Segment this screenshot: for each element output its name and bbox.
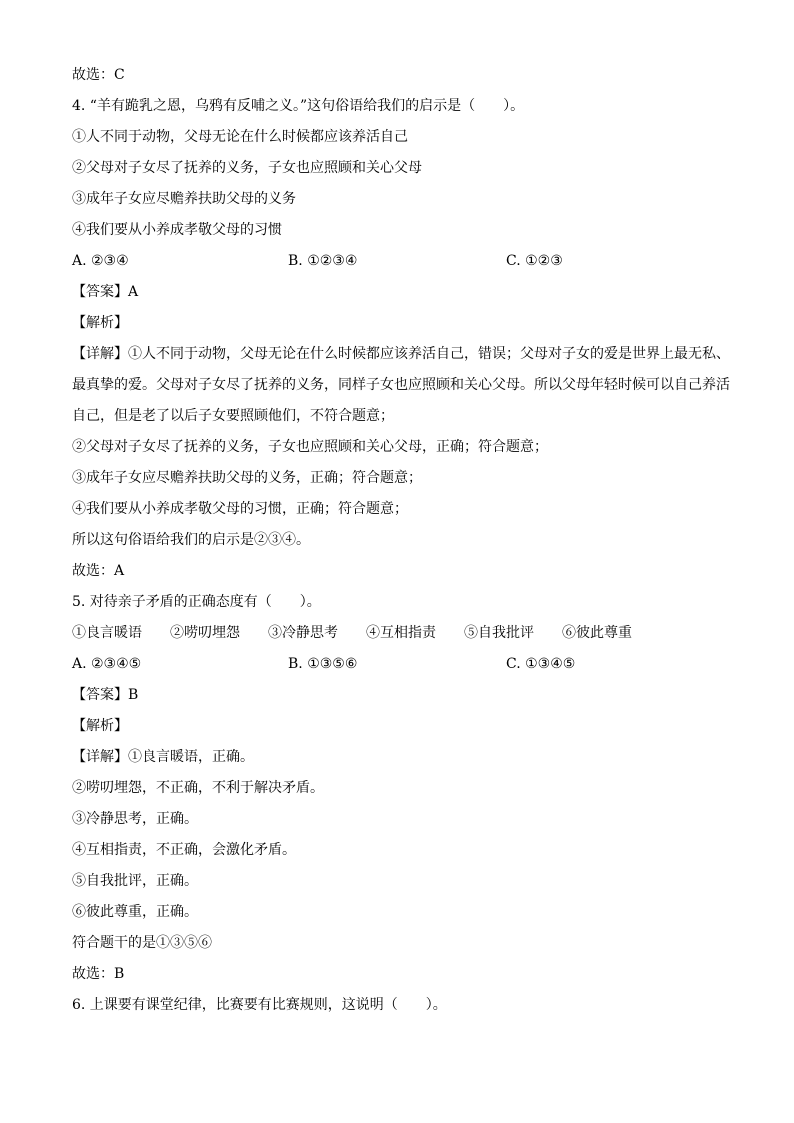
question-4-item-3: ③成年子女应尽赡养扶助父母的义务	[72, 191, 296, 207]
question-5-conclusion: 符合题干的是①③⑤⑥	[72, 935, 212, 951]
question-5-final-answer: 故选：B	[72, 966, 125, 982]
question-5-detail-line: ②唠叨埋怨，不正确，不利于解决矛盾。	[72, 780, 324, 796]
question-4-detail-line: ③成年子女应尽赡养扶助父母的义务，正确；符合题意；	[72, 470, 422, 486]
question-5-detail-line: ⑥彼此尊重，正确。	[72, 904, 198, 920]
question-4-detail	[72, 339, 732, 432]
question-4-choices	[72, 250, 732, 281]
question-5-answer	[72, 684, 732, 715]
option-1: ①良言暖语	[72, 625, 142, 641]
option-3: ③冷静思考	[268, 625, 338, 641]
question-4-item-1: ①人不同于动物，父母无论在什么时候都应该养活自己	[72, 129, 408, 145]
question-4-stem: 4. “羊有跪乳之恩，乌鸦有反哺之义。”这句俗语给我们的启示是（ ）。	[72, 98, 525, 114]
answer-tag: 【答案】	[72, 687, 128, 703]
question-5-detail-line: ⑤自我批评，正确。	[72, 873, 198, 889]
option-4: ④互相指责	[366, 625, 436, 641]
option-5: ⑤自我批评	[464, 625, 534, 641]
choice-a: A. ②③④⑤	[72, 656, 142, 672]
question-5-detail-line: ④互相指责，不正确，会激化矛盾。	[72, 842, 296, 858]
question-6-stem: 6. 上课要有课堂纪律，比赛要有比赛规则，这说明（ ）。	[72, 997, 447, 1013]
question-5-stem: 5. 对待亲子矛盾的正确态度有（ ）。	[72, 594, 321, 610]
question-4-final-answer: 故选：A	[72, 563, 125, 579]
question-5-analysis-tag: 【解析】	[72, 718, 128, 734]
question-4-item-2: ②父母对子女尽了抚养的义务，子女也应照顾和关心父母	[72, 160, 422, 176]
question-4-conclusion: 所以这句俗语给我们的启示是②③④。	[72, 532, 310, 548]
answer-value: A	[128, 284, 139, 300]
detail-tag: 【详解】	[72, 749, 128, 765]
question-4-answer	[72, 281, 732, 312]
question-4-detail-line: ②父母对子女尽了抚养的义务，子女也应照顾和关心父母，正确；符合题意；	[72, 439, 548, 455]
question-4-analysis-tag: 【解析】	[72, 315, 128, 331]
answer-value: B	[128, 687, 139, 703]
detail-text: ①良言暖语，正确。	[128, 749, 254, 765]
choice-b: B. ①③⑤⑥	[288, 656, 358, 672]
question-5-detail	[72, 746, 732, 777]
choice-b: B. ①②③④	[288, 253, 358, 269]
detail-text: ①人不同于动物，父母无论在什么时候都应该养活自己，错误；父母对子女的爱是世界上最无私、最真挚的爱。父母对子女尽了抚养的义务，同样子女也应照顾和关心父母。所以父母年轻时候可以自己养活自己，但是老了以后子女要照顾他们，不符合题意；	[72, 346, 730, 424]
question-5-options	[72, 622, 732, 653]
question-4-detail-line: ④我们要从小养成孝敬父母的习惯，正确；符合题意；	[72, 501, 408, 517]
document-page	[72, 64, 732, 1025]
choice-c: C. ①②③	[506, 253, 563, 269]
option-6: ⑥彼此尊重	[562, 625, 632, 641]
choice-c: C. ①③④⑤	[506, 656, 576, 672]
option-2: ②唠叨埋怨	[170, 625, 240, 641]
choice-a: A. ②③④	[72, 253, 129, 269]
answer-tag: 【答案】	[72, 284, 128, 300]
previous-answer: 故选：C	[72, 67, 125, 83]
question-5-detail-line: ③冷静思考，正确。	[72, 811, 198, 827]
question-4-item-4: ④我们要从小养成孝敬父母的习惯	[72, 222, 282, 238]
detail-tag: 【详解】	[72, 346, 128, 362]
question-5-choices	[72, 653, 732, 684]
